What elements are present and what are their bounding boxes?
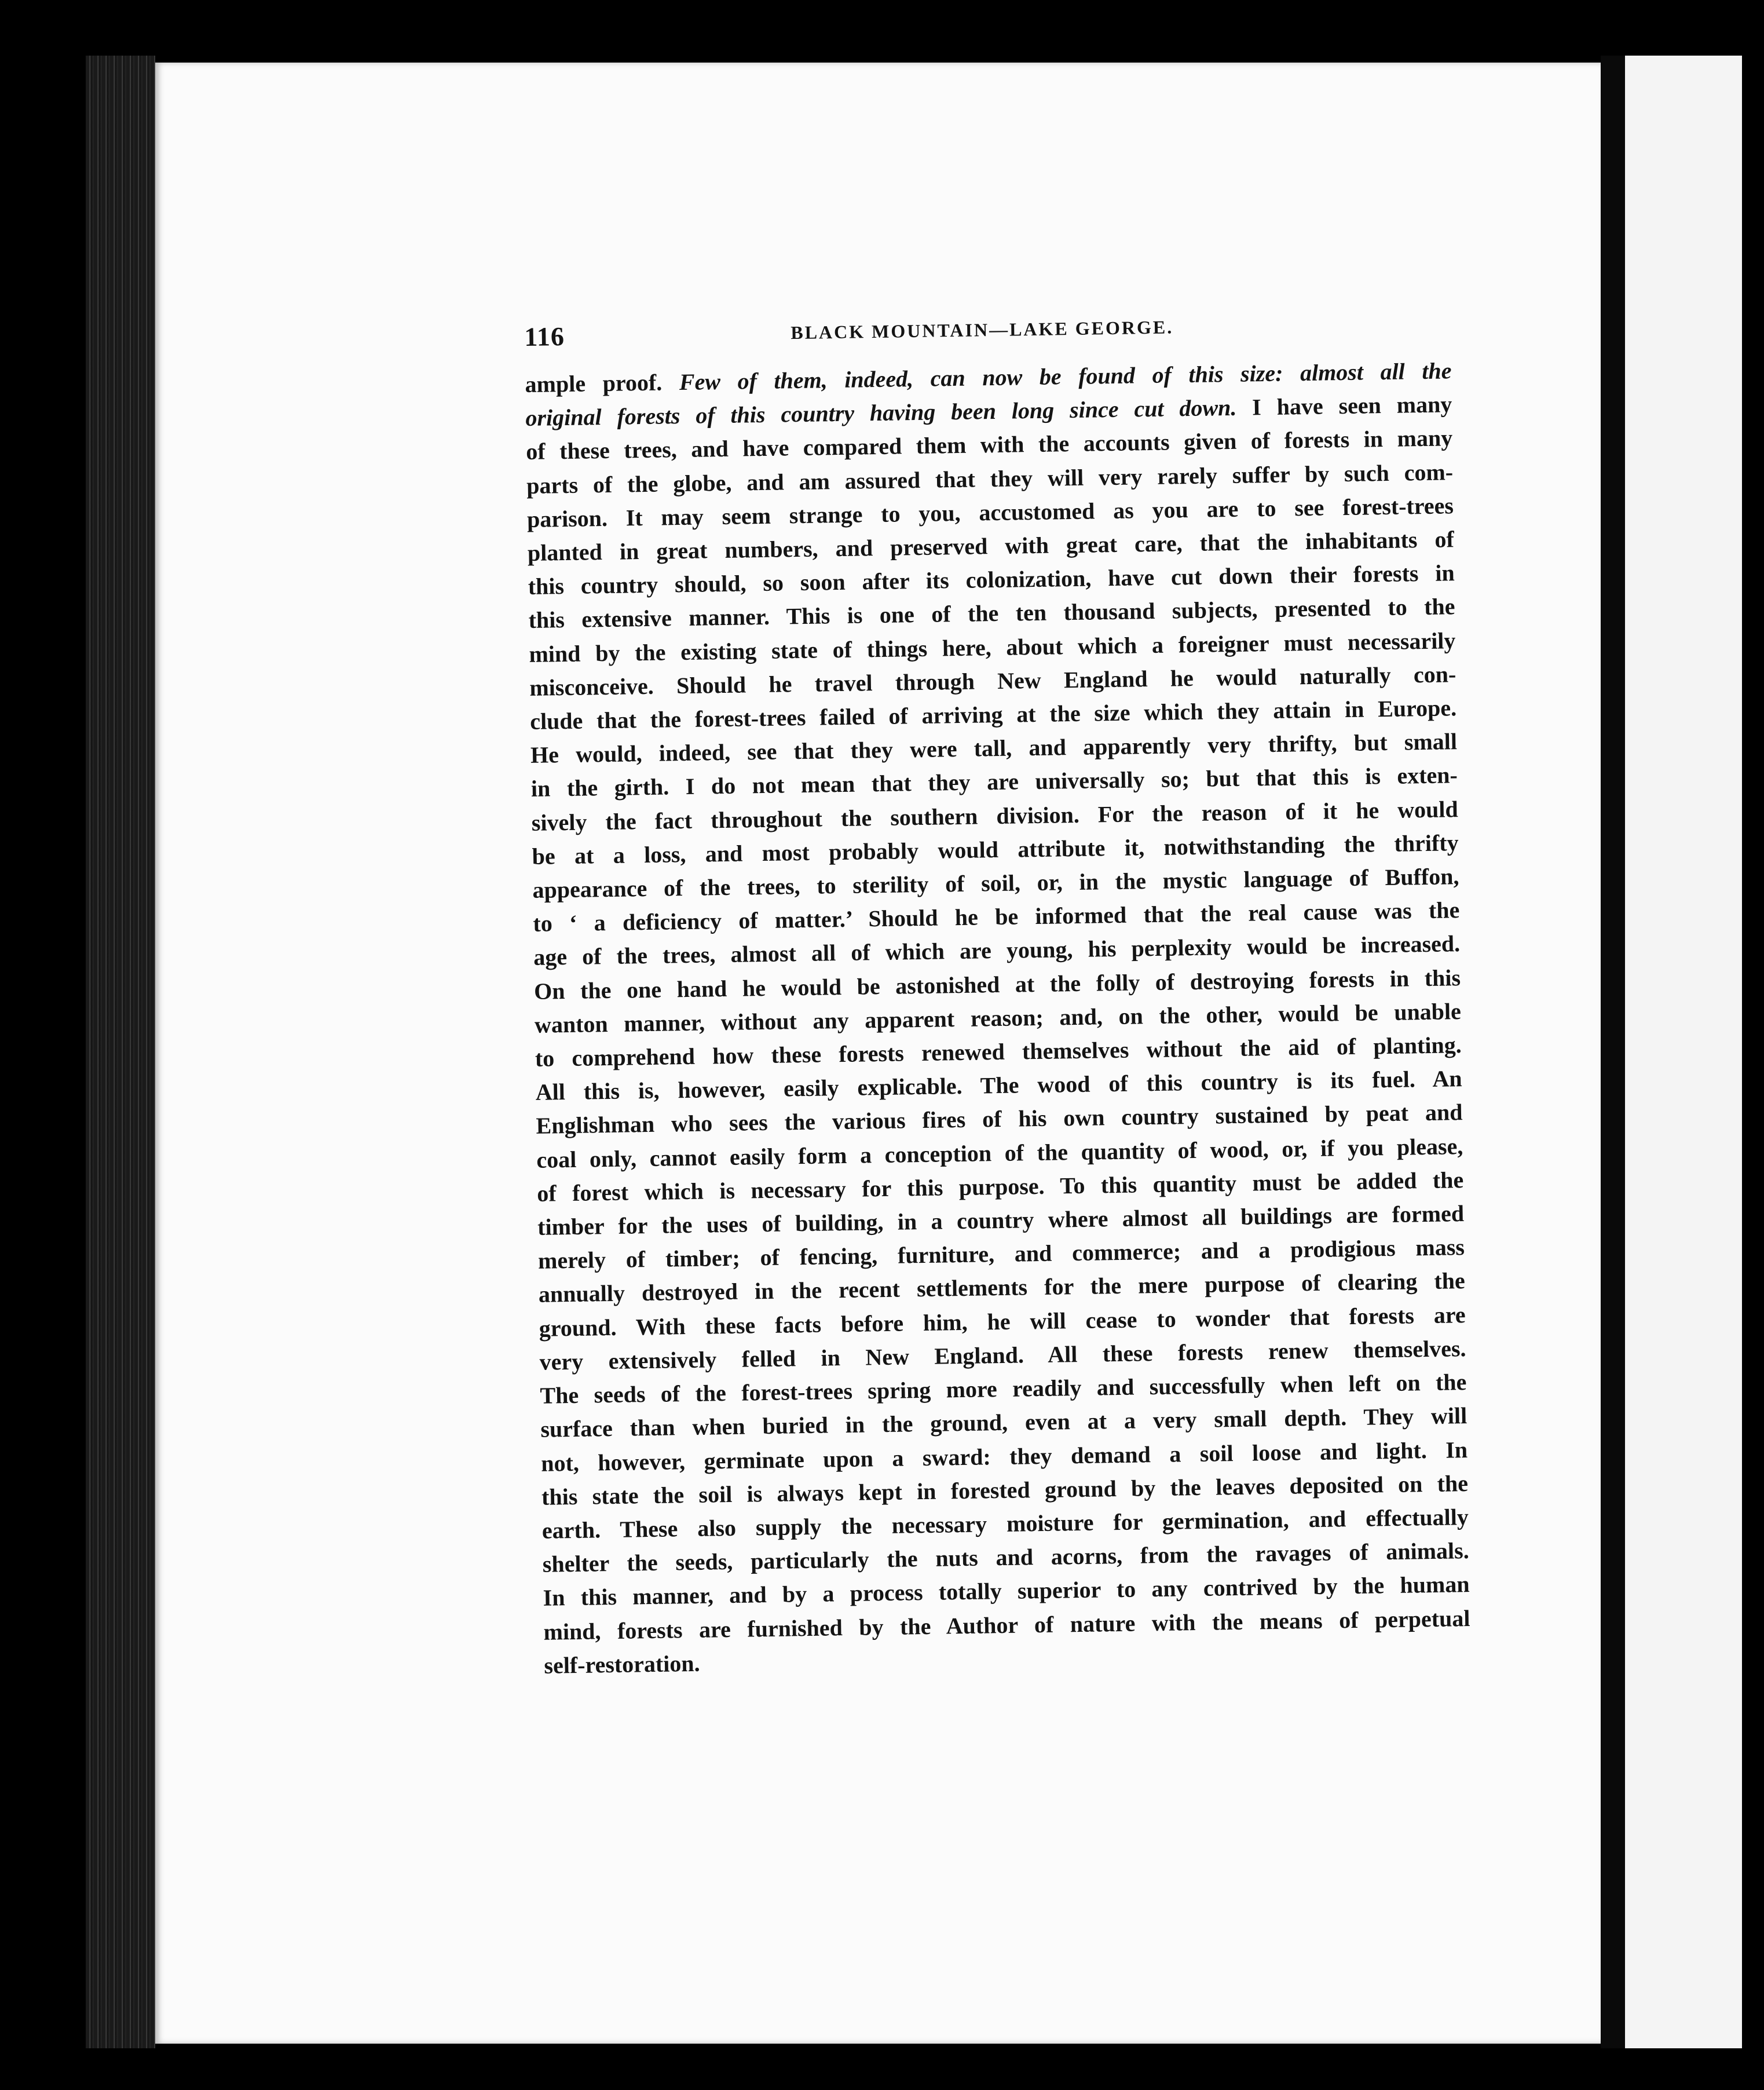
text-run: this state the soil is always kept in forested ground by the leaves deposited on the bbox=[541, 1470, 1469, 1510]
text-run: The seeds of the forest-trees spring more readily and successfully when left on the bbox=[540, 1369, 1467, 1409]
text-run: On the one hand he would be astonished at the folly of destroying forests in this bbox=[533, 964, 1461, 1004]
text-run: to comprehend how these forests renewed themselves without the aid of planting. bbox=[535, 1032, 1462, 1072]
text-run: coal only, cannot easily form a conception of the quantity of wood, or, if you please, bbox=[536, 1132, 1463, 1173]
text-run: timber for the uses of building, in a country where almost all buildings are formed bbox=[537, 1200, 1465, 1240]
gutter-shadow bbox=[1601, 56, 1625, 2048]
text-run: Englishman who sees the various fires of his own country sustained by peat and bbox=[536, 1099, 1463, 1139]
text-run: appearance of the trees, to sterility of soil, or, in the mystic language of Buffon, bbox=[532, 863, 1459, 903]
text-run: planted in great numbers, and preserved with great care, that the inhabitants of bbox=[527, 526, 1455, 566]
text-run: be at a loss, and most probably would attribute it, notwithstanding the thrifty bbox=[532, 830, 1459, 869]
text-run: this country should, so soon after its colonization, have cut down their forests in bbox=[528, 560, 1455, 600]
text-run: shelter the seeds, particularly the nuts and acorns, from the ravages of animals. bbox=[542, 1537, 1469, 1577]
page-number: 116 bbox=[524, 321, 565, 352]
text-run: In this manner, and by a process totally superior to any contrived by the human bbox=[543, 1571, 1470, 1612]
text-run: surface than when buried in the ground, even at a very small depth. They will bbox=[540, 1402, 1467, 1443]
text-run: of these trees, and have compared them with the accounts given of forests in many bbox=[526, 425, 1453, 465]
facing-page-edge bbox=[1625, 56, 1742, 2048]
text-run: of forest which is necessary for this purpose. To this quantity must be added the bbox=[536, 1166, 1464, 1207]
text-run: annually destroyed in the recent settlements for the mere purpose of clearing the bbox=[538, 1267, 1466, 1308]
text-run: not, however, germinate upon a sward: they demand a soil loose and light. In bbox=[540, 1436, 1468, 1477]
text-run: All this is, however, easily explicable. The wood of this country is its fuel. An bbox=[535, 1065, 1462, 1106]
text-run: age of the trees, almost all of which are young, his perplexity would be increased. bbox=[533, 930, 1461, 971]
text-run: ground. With these facts before him, he will cease to wonder that forests are bbox=[539, 1301, 1466, 1342]
text-run: misconceive. Should he travel through New England he would naturally con- bbox=[529, 661, 1456, 701]
text-run: I have seen many bbox=[1236, 391, 1452, 421]
text-run: parts of the globe, and am assured that they will very rarely suffer by such com- bbox=[526, 458, 1454, 499]
text-run: ample proof. bbox=[525, 369, 680, 397]
italic-text-run: original forests of this country having been long since cut down. bbox=[525, 394, 1237, 432]
text-run: He would, indeed, see that they were tall, and apparently very thrifty, but small bbox=[530, 728, 1458, 769]
italic-text-run: Few of them, indeed, can now be found of this size: almost all the bbox=[679, 357, 1452, 396]
text-run: mind by the existing state of things here, about which a foreigner must necessarily bbox=[529, 627, 1456, 667]
text-run: merely of timber; of fencing, furniture, and commerce; and a prodigious mass bbox=[537, 1234, 1465, 1274]
text-run: this extensive manner. This is one of the ten thousand subjects, presented to the bbox=[528, 593, 1455, 634]
page-text-block bbox=[524, 308, 1471, 1682]
text-run: self-restoration. bbox=[544, 1650, 700, 1679]
text-run: sively the fact throughout the southern division. For the reason of it he would bbox=[531, 795, 1458, 836]
text-run: wanton manner, without any apparent reason; and, on the other, would be unable bbox=[534, 997, 1462, 1038]
text-run: to ‘ a deficiency of matter.’ Should he be informed that the real cause was the bbox=[533, 897, 1460, 937]
page-edges bbox=[86, 56, 155, 2048]
body-paragraph bbox=[525, 354, 1470, 1682]
text-run: mind, forests are furnished by the Author of nature with the means of perpetual bbox=[543, 1605, 1470, 1645]
text-run: very extensively felled in New England. All these forests renew themselves. bbox=[539, 1335, 1466, 1375]
text-run: in the girth. I do not mean that they are universally so; but that this is exten- bbox=[530, 762, 1458, 802]
text-run: earth. These also supply the necessary moisture for germination, and effectually bbox=[541, 1503, 1469, 1544]
text-run: clude that the forest-trees failed of arriving at the size which they attain in Europe. bbox=[529, 695, 1457, 735]
running-head-title: BLACK MOUNTAIN—LAKE GEORGE. bbox=[790, 316, 1174, 344]
text-run: parison. It may seem strange to you, accustomed as you are to see forest-trees bbox=[526, 492, 1454, 532]
